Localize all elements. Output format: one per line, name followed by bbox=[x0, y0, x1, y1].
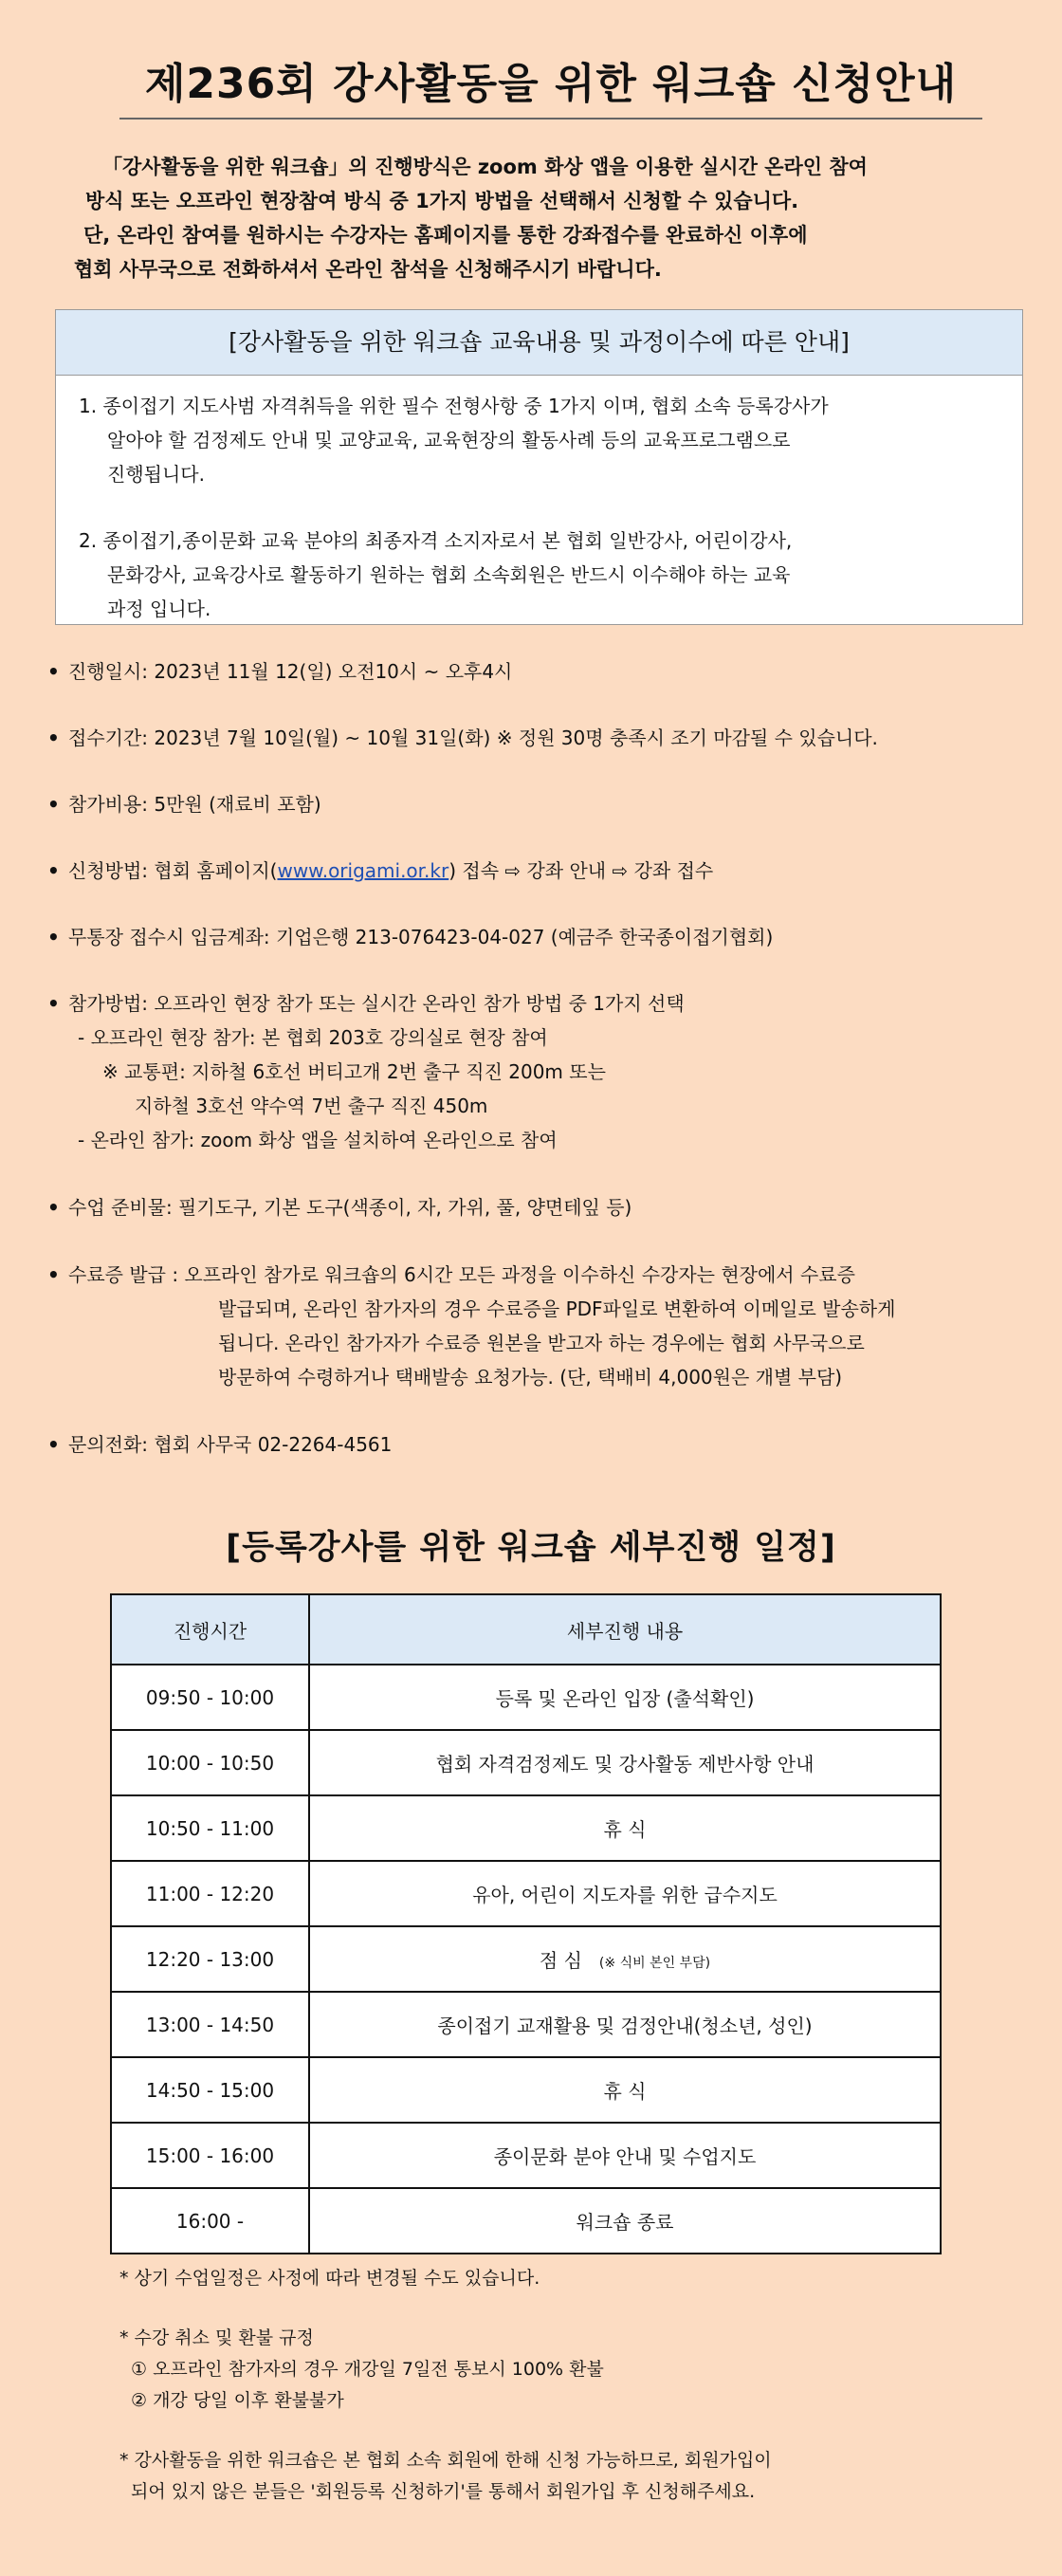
time-cell: 13:00 - 14:50 bbox=[111, 1992, 309, 2057]
info-box-body bbox=[56, 376, 1022, 626]
content-cell: 워크숍 종료 bbox=[309, 2188, 941, 2254]
method-transport: 지하철 3호선 약수역 7번 출구 직진 450m bbox=[135, 1095, 488, 1117]
column-header-time: 진행시간 bbox=[111, 1594, 309, 1665]
note-refund-title: * 수강 취소 및 환불 규정 bbox=[119, 2328, 314, 2348]
method-offline: - 오프라인 현장 참가: 본 협회 203호 강의실로 현장 참여 bbox=[78, 1026, 548, 1049]
table-row bbox=[111, 1992, 941, 2057]
time-cell: 15:00 - 16:00 bbox=[111, 2123, 309, 2188]
table-row bbox=[111, 1795, 941, 1861]
info-line: 알아야 할 검정제도 안내 및 교양교육, 교육현장의 활동사례 등의 교육프로그램으로 bbox=[107, 429, 791, 451]
intro-text bbox=[57, 150, 1015, 286]
page-title: 제236회 강사활동을 위한 워크숍 신청안내 bbox=[119, 55, 982, 120]
content-cell: 종이접기 교재활용 및 검정안내(청소년, 성인) bbox=[309, 1992, 941, 2057]
time-cell: 10:50 - 11:00 bbox=[111, 1795, 309, 1861]
info-item-1 bbox=[79, 389, 1001, 491]
time-cell: 12:20 - 13:00 bbox=[111, 1926, 309, 1992]
certificate-line: 됩니다. 온라인 참가자가 수료증 원본을 받고자 하는 경우에는 협회 사무국으로 bbox=[218, 1332, 865, 1354]
note-refund-2: ② 개강 당일 이후 환불불가 bbox=[131, 2390, 344, 2411]
column-header-content: 세부진행 내용 bbox=[309, 1594, 941, 1665]
table-row bbox=[111, 1730, 941, 1795]
note-member-1: * 강사활동을 위한 워크숍은 본 협회 소속 회원에 한해 신청 가능하므로, 회원가입이 bbox=[119, 2450, 772, 2471]
note-refund-1: ① 오프라인 참가자의 경우 개강일 7일전 통보시 100% 환불 bbox=[131, 2359, 604, 2380]
detail-fee: • 참가비용: 5만원 (재료비 포함) bbox=[47, 793, 321, 816]
info-box-heading: [강사활동을 위한 워크숍 교육내용 및 과정이수에 따른 안내] bbox=[56, 310, 1022, 376]
time-cell: 09:50 - 10:00 bbox=[111, 1665, 309, 1730]
detail-date: • 진행일시: 2023년 11월 12(일) 오전10시 ~ 오후4시 bbox=[47, 660, 513, 683]
time-cell: 16:00 - bbox=[111, 2188, 309, 2254]
method-transport: ※ 교통편: 지하철 6호선 버티고개 2번 출구 직진 200m 또는 bbox=[102, 1060, 606, 1083]
schedule-table bbox=[110, 1593, 942, 2254]
detail-phone: • 문의전화: 협회 사무국 02-2264-4561 bbox=[47, 1433, 393, 1456]
detail-method: • 참가방법: 오프라인 현장 참가 또는 실시간 온라인 참가 방법 중 1가지 선택 bbox=[47, 992, 685, 1015]
info-line: 2. 종이접기,종이문화 교육 분야의 최종자격 소지자로서 본 협회 일반강사, 어린이강사, bbox=[79, 529, 793, 552]
table-row bbox=[111, 1665, 941, 1730]
detail-apply: • 신청방법: 협회 홈페이지(www.origami.or.kr) 접속 ⇨ 강좌 안내 ⇨ 강좌 접수 bbox=[47, 859, 714, 882]
intro-line: 단, 온라인 참여를 원하시는 수강자는 홈페이지를 통한 강좌접수를 완료하신 이후에 bbox=[83, 224, 808, 247]
table-row bbox=[111, 1926, 941, 1992]
meal-note: (※ 식비 본인 부담) bbox=[598, 1956, 711, 1971]
intro-line: 방식 또는 오프라인 현장참여 방식 중 1가지 방법을 선택해서 신청할 수 있습니다. bbox=[85, 190, 799, 212]
note-member-2: 되어 있지 않은 분들은 '회원등록 신청하기'를 통해서 회원가입 후 신청해주세요. bbox=[131, 2481, 756, 2502]
intro-line: 「강사활동을 위한 워크숍」의 진행방식은 zoom 화상 앱을 이용한 실시간 온라인 참여 bbox=[102, 156, 868, 178]
intro-line: 협회 사무국으로 전화하셔서 온라인 참석을 신청해주시기 바랍니다. bbox=[74, 258, 662, 281]
content-cell: 종이문화 분야 안내 및 수업지도 bbox=[309, 2123, 941, 2188]
table-row bbox=[111, 2123, 941, 2188]
info-item-2 bbox=[79, 524, 1001, 626]
info-line: 1. 종이접기 지도사범 자격취득을 위한 필수 전형사항 중 1가지 이며, 협회 소속 등록강사가 bbox=[79, 395, 829, 417]
note-change: * 상기 수업일정은 사정에 따라 변경될 수도 있습니다. bbox=[119, 2268, 540, 2289]
detail-certificate: • 수료증 발급 : 오프라인 참가로 워크숍의 6시간 모든 과정을 이수하신 수강자는 현장에서 수료증 bbox=[47, 1263, 855, 1286]
homepage-link[interactable]: www.origami.or.kr bbox=[277, 859, 449, 882]
notes bbox=[119, 2263, 772, 2508]
certificate-line: 발급되며, 온라인 참가자의 경우 수료증을 PDF파일로 변환하여 이메일로 발송하게 bbox=[218, 1297, 896, 1320]
table-header-row bbox=[111, 1594, 941, 1665]
content-cell: 휴 식 bbox=[309, 2057, 941, 2123]
content-cell: 등록 및 온라인 입장 (출석확인) bbox=[309, 1665, 941, 1730]
method-online: - 온라인 참가: zoom 화상 앱을 설치하여 온라인으로 참여 bbox=[78, 1129, 558, 1151]
table-row bbox=[111, 2057, 941, 2123]
schedule-title: [등록강사를 위한 워크숍 세부진행 일정] bbox=[226, 1529, 836, 1567]
content-cell: 유아, 어린이 지도자를 위한 급수지도 bbox=[309, 1861, 941, 1926]
content-cell: 협회 자격검정제도 및 강사활동 제반사항 안내 bbox=[309, 1730, 941, 1795]
time-cell: 10:00 - 10:50 bbox=[111, 1730, 309, 1795]
table-row bbox=[111, 2188, 941, 2254]
detail-period: • 접수기간: 2023년 7월 10일(월) ~ 10월 31일(화) ※ 정원 30명 충족시 조기 마감될 수 있습니다. bbox=[47, 727, 878, 749]
content-cell: 휴 식 bbox=[309, 1795, 941, 1861]
certificate-line: 방문하여 수령하거나 택배발송 요청가능. (단, 택배비 4,000원은 개별 부담) bbox=[218, 1366, 843, 1389]
info-line: 진행됩니다. bbox=[107, 463, 205, 486]
time-cell: 14:50 - 15:00 bbox=[111, 2057, 309, 2123]
detail-account: • 무통장 접수시 입금계좌: 기업은행 213-076423-04-027 (예금주 한국종이접기협회) bbox=[47, 926, 774, 948]
info-line: 문화강사, 교육강사로 활동하기 원하는 협회 소속회원은 반드시 이수해야 하는 교육 bbox=[107, 563, 791, 586]
table-row bbox=[111, 1861, 941, 1926]
info-line: 과정 입니다. bbox=[107, 598, 211, 620]
time-cell: 11:00 - 12:20 bbox=[111, 1861, 309, 1926]
content-cell: 점 심 (※ 식비 본인 부담) bbox=[309, 1926, 941, 1992]
detail-supplies: • 수업 준비물: 필기도구, 기본 도구(색종이, 자, 가위, 풀, 양면테잎 등) bbox=[47, 1196, 632, 1219]
info-box bbox=[55, 309, 1023, 625]
